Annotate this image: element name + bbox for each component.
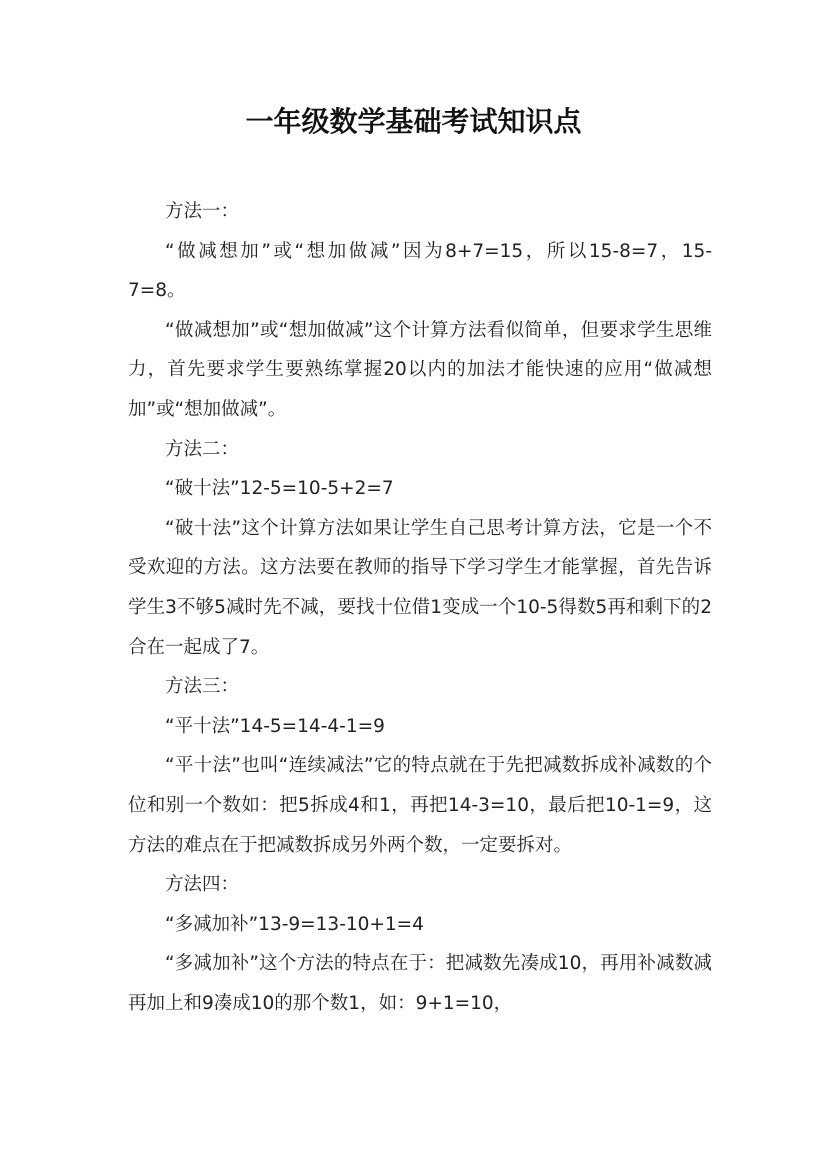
paragraph-method-2-example: “破十法”12-5=10-5+2=7	[165, 478, 394, 500]
paragraph-method-4-heading: 方法四：	[165, 874, 240, 896]
paragraph-method-4-explanation: “多减加补”这个方法的特点在于：把减数先凑成10，再用补减数减再加上和9凑成10的那个数1，如：9+1=10，	[128, 953, 712, 1014]
document-title: 一年级数学基础考试知识点	[245, 105, 582, 138]
paragraph-method-4-example: “多减加补”13-9=13-10+1=4	[165, 913, 424, 935]
document-body	[128, 192, 712, 1023]
paragraph-method-2-explanation: “破十法”这个计算方法如果让学生自己思考计算方法，它是一个不受欢迎的方法。这方法要在教师的指导下学习学生才能掌握，首先告诉学生3不够5减时先不减，要找十位借1变成一个10-5得数5再和剩下的2合在一起成了7。	[128, 517, 712, 658]
paragraph-method-2-heading: 方法二：	[165, 438, 240, 460]
paragraph-method-1-explanation: “做减想加”或“想加做减”这个计算方法看似简单，但要求学生思维力，首先要求学生要熟练掌握20以内的加法才能快速的应用“做减想加”或“想加做减”。	[128, 319, 712, 420]
paragraph-method-1-example: “做减想加”或“想加做减”因为8+7=15，所以15-8=7，15-7=8。	[128, 240, 712, 302]
paragraph-method-1-heading: 方法一：	[165, 201, 240, 222]
paragraph-method-3-example: “平十法”14-5=14-4-1=9	[165, 715, 385, 737]
paragraph-method-3-heading: 方法三：	[165, 676, 240, 698]
paragraph-method-3-explanation: “平十法”也叫“连续减法”它的特点就在于先把减数拆成补减数的个位和别一个数如：把5拆成4和1，再把14-3=10，最后把10-1=9，这方法的难点在于把减数拆成另外两个数，一定要拆对。	[128, 755, 712, 856]
